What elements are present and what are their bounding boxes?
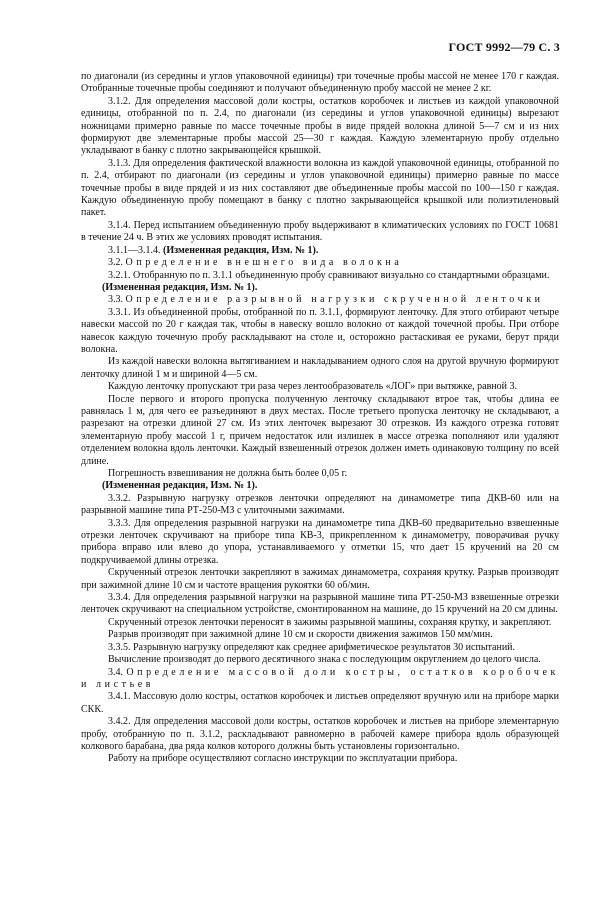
paragraph: 3.3.5. Разрывную нагрузку определяют как среднее арифметическое результатов 30 испытаний.: [108, 641, 516, 653]
paragraph: Погрешность взвешивания не должна быть более 0,05 г.: [108, 468, 348, 479]
section-heading: 3.3. Определение разрывной нагрузки скрученной ленточки: [108, 294, 544, 306]
paragraph: 3.1.2. Для определения массовой доли костры, остатков коробочек и листьев из каждой упаковочной единицы, отобранной по п. 2.4, по диагонали (из середины и углов упаковочной единицы) вырезают ножницами примерно равные по массе точечные пробы в виде прядей волокна длиной 5—7 см и из них формируют две элементарные пробы массой 25—30 г каждая. Каждую элементарную пробу отдельно укладывают в банку с плотно закрывающейся крышкой.: [81, 95, 559, 157]
paragraph: Разрыв производят при зажимной длине 10 см и скорости движения зажимов 150 мм/мин.: [108, 629, 493, 641]
paragraph: Скрученный отрезок ленточки переносят в зажимы разрывной машины, сохраняя крутку, и закрепляют.: [108, 616, 552, 628]
section-heading: 3.4. Определение массовой доли костры, остатков коробочек и листьев: [81, 666, 559, 690]
paragraph: Работу на приборе осуществляют согласно инструкции по эксплуатации прибора.: [108, 753, 458, 765]
paragraph: 3.3.3. Для определения разрывной нагрузки на динамометре типа ДКВ-60 предварительно взвешенные отрезки ленточек скручивают на приборе типа КВ-3, прикрепленном к динамометру, поворачивая ручку прибора вправо или влево до упора, устанавливаемого у отметки 15, что дает 15 кручений на 20 см подкручиваемой длины отрезка.: [81, 517, 559, 566]
paragraph: 3.1.3. Для определения фактической влажности волокна из каждой упаковочной единицы, отобранной по п. 2.4, отбирают по диагонали (из середины и углов упаковочной единицы) примерно равные по массе точечные пробы в виде прядей и из них составляют две объединенные пробы массой по 100—150 г каждая. Каждую объединенную пробу помещают в банку с плотно закрывающейся крышкой или полиэтиленовый пакет.: [81, 157, 559, 219]
paragraph: Каждую ленточку пропускают три раза через лентообразователь «ЛОГ» при вытяжке, равной 3.: [108, 381, 517, 393]
paragraph: 3.1.4. Перед испытанием объединенную пробу выдерживают в климатических условиях по ГОСТ 10681 в течение 24 ч. В этих же условиях проводят испытания.: [81, 219, 559, 244]
paragraph: 3.3.2. Разрывную нагрузку отрезков ленточки определяют на динамометре типа ДКВ-60 или на разрывной машине типа РТ-250-МЗ с улиточными зажимами.: [81, 492, 559, 517]
page-header: ГОСТ 9992—79 С. 3: [448, 40, 560, 54]
paragraph: После первого и второго пропуска полученную ленточку складывают втрое так, чтобы длина ее равнялась 1 м, для чего ее разъединяют в двух местах. После третьего пропуска ленточку не складывают, а разрезают на отрезки длиной 27 см. Из этих ленточек вырезают 30 отрезков. Из каждого отрезка готовят элементарную пробу массой 1 г, причем недостаток или излишек в массе отрезка пополняют или удаляют отделением волокна вдоль ленточки. Каждый взвешенный отрезок должен иметь одинаковую толщину по всей длине.: [81, 393, 559, 467]
paragraph: (Измененная редакция, Изм. № 1).: [102, 281, 258, 293]
paragraph: 3.1.1—3.1.4. (Измененная редакция, Изм. № 1).: [108, 244, 319, 256]
document-body: [81, 71, 559, 766]
paragraph: по диагонали (из середины и углов упаковочной единицы) три точечные пробы массой не менее 170 г каждая. Отобранные точечные пробы соединяют и получают объединенную пробу массой не менее 2 кг.: [81, 71, 559, 95]
paragraph: (Измененная редакция, Изм. № 1).: [102, 480, 258, 492]
paragraph: 3.4.1. Массовую долю костры, остатков коробочек и листьев определяют вручную или на приборе марки СКК.: [81, 691, 559, 715]
paragraph: Скрученный отрезок ленточки закрепляют в зажимах динамометра, сохраняя крутку. Разрыв производят при зажимной длине 10 см и частоте вращения рукоятки 60 об/мин.: [81, 567, 559, 591]
paragraph: 3.2.1. Отобранную по п. 3.1.1 объединенную пробу сравнивают визуально со стандартными образцами.: [108, 269, 550, 281]
section-heading: 3.2. Определение внешнего вида волокна: [108, 257, 403, 269]
paragraph: Вычисление производят до первого десятичного знака с последующим округлением до целого числа.: [108, 654, 541, 666]
paragraph: 3.4.2. Для определения массовой доли костры, остатков коробочек и листьев на приборе элементарную пробу, отобранную по п. 3.1.2, раскладывают равномерно в рабочей камере прибора вдоль образующей колкового барабана, два ряда колков которого должны быть установлены горизонтально.: [81, 716, 559, 752]
paragraph: Из каждой навески волокна вытягиванием и накладыванием одного слоя на другой вручную формируют ленточку длиной 1 м и шириной 4—5 см.: [81, 356, 559, 380]
paragraph: 3.3.1. Из объединенной пробы, отобранной по п. 3.1.1, формируют ленточку. Для этого отбирают четыре навески массой по 20 г каждая так, чтобы в навеску вошло волокно от каждой точечной пробы. При отборе навесок каждую точечную пробу раскладывают на столе и, осторожно растаскивая ее руками, берут пряди волокна.: [81, 306, 559, 355]
paragraph: 3.3.4. Для определения разрывной нагрузки на разрывной машине типа РТ-250-МЗ взвешенные отрезки ленточек скручивают на специальном устройстве, смонтированном на машине, до 15 кручений на 20 см длины.: [81, 592, 559, 616]
